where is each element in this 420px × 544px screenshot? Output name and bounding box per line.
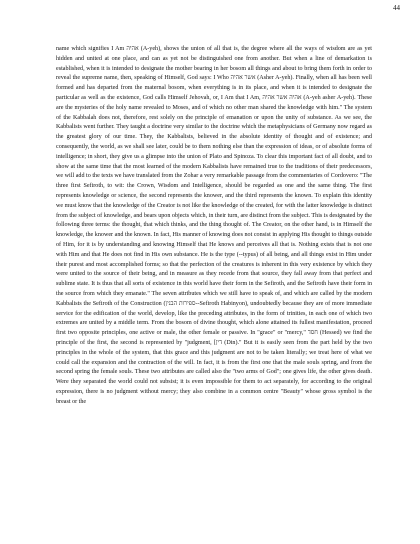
page-number: 44 [393,4,400,12]
body-paragraph: name which signifies I Am אהיה (A-yeh), shows the union of all that is, the degree where all the ways of wisdom are as yet hidden and united at one place, and can as yet not be distinguished one from another. But when a line of demarkation is established, when it is intended to designate the mother bearing in her bosom all things and about to bring them forth in order to reveal the supreme name, then, speaking of Himself, God says: I Who אשר אהיה (Asher A-yeh). Finally, when all has been well formed and has departed from the maternal bosom, when everything is in its place, and when it is intended to designate the particular as well as the existence, God calls Himself Jehovah, or, I Am that I Am, אהיה אשר אהיה (A-yeh asher A-yeh). These are the mysteries of the holy name revealed to Moses, and of which no other man shared the knowledge with him." The system of the Kabbalah does not, therefore, rest solely on the principle of emanation or upon the unity of substance. As we see, the Kabbalists went further. They taught a doctrine very similar to the doctrine which the metaphysicians of Germany now regard as the greatest glory of our time. They, the Kabbalists, believed in the absolute identity of thought and of existence; and consequently, the world, as we shall see later, could be to them nothing else than the expression of ideas, or of absolute forms of intelligence; in short, they give us a glimpse into the union of Plato and Spinoza. To clear this important fact of all doubt, and to show at the same time that the most learned of the modern Kabbalists have remained true to the traditions of their predecessors, we will add to the texts we have translated from the Zohar a very remarkable passage from the commentaries of Cordovero: "The three first Sefiroth, to wit: the Crown, Wisdom and Intelligence, should be regarded as one and the same thing. The first represents knowledge or science, the second represents the knower, and the third represents the known. To explain this identity we must know that the knowledge of the Creator is not like the knowledge of the created, for with the latter knowledge is distinct from the subject of knowledge, and bears upon objects which, in their turn, are distinct from the subject. This is designated by the following three terms: the thought, that which thinks, and the thing thought of. The Creator, on the other hand, is in Himself the knowledge, the knower and the known. In fact, His manner of knowing does not consist in applying His thought to things outside of Him, for it is by understanding and knowing Himself that He knows and perceives all that is. Nothing exists that is not one with Him and that He does not find in His own substance. He is the type (--typus) of all being, and all things exist in Him under their purest and most accomplished forms; so that the perfection of the creatures is inherent in this very existence by which they were united to the source of their being, and in measure as they recede from that source, they fall away from that perfect and sublime state. It is thus that all sorts of existence in this world have their form in the Sefiroth, and the Sefiroth have their form in the source from which they emanate." The seven attributes which we still have to speak of, and which are called by the modern Kabbalists the Sefiroth of the Construction (ספירות הבנין--Sefiroth Habinyon), undoubtedly because they are of more immediate service for the edification of the world, develop, like the preceding attributes, in the form of trinities, in each one of which two extremes are united by a middle term. From the bosom of divine thought, which alone attained its fullest manifestation, proceed first two opposite principles, one active or male, the other female or passive. In "grace" or "mercy," חסד (Hessed) we find the principle of the first, the second is represented by "judgment, [דין (Din)." But it is easily seen from the part held by the two principles in the whole of the system, that this grace and this judgment are not to be taken literally; we treat here of what we could call the expansion and the contraction of the will. In fact, it is from the first one that the male souls spring, and from the second spring the female souls. These two attributes are called also the "two arms of God"; one gives life, the other gives death. Were they separated the world could not subsist; it is even impossible for them to act separately, for according to the original expression, there is no judgment without mercy; they also combine in a common centre "Beauty" whose gross symbol is the breast or the [56,46,373,405]
